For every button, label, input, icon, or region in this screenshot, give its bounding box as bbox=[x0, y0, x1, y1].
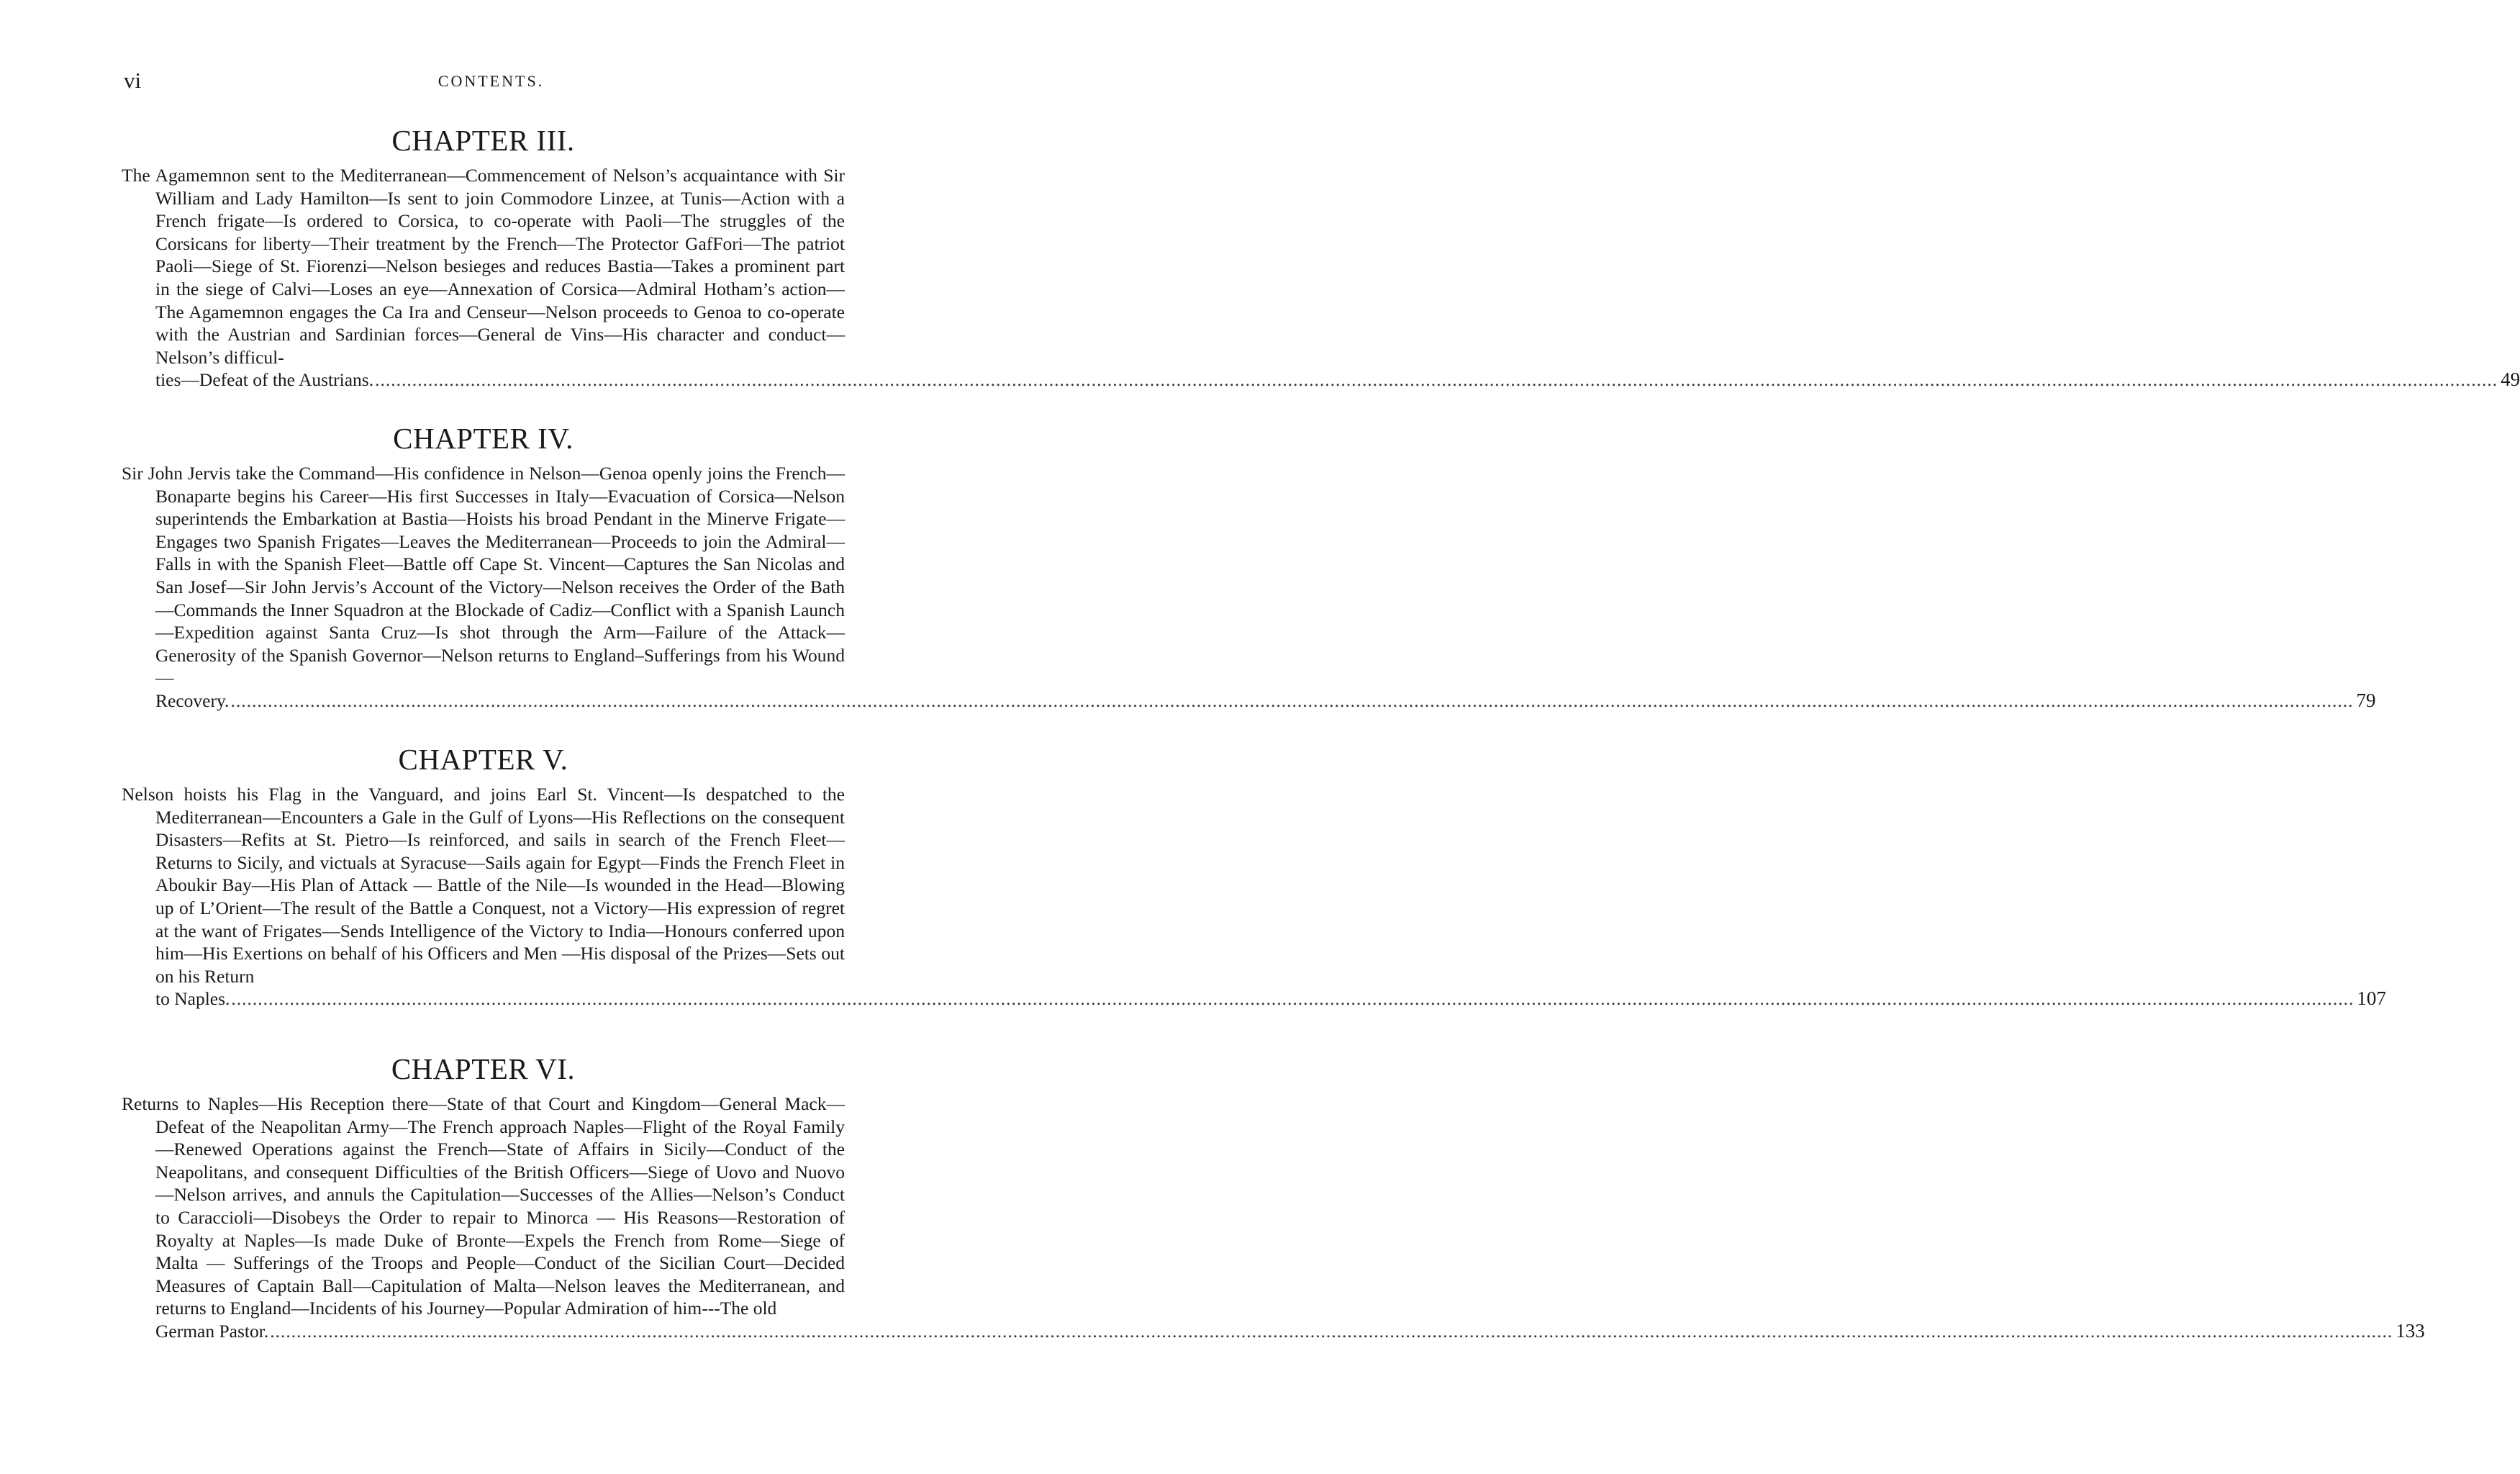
chapter-page-number[interactable]: 49 bbox=[2501, 368, 2520, 391]
dot-leader: ................................................................................................................................................................................................................................................................................................................................................................................................................ bbox=[231, 988, 2354, 1010]
dot-leader: ................................................................................................................................................................................................................................................................................................................................................................................................................ bbox=[230, 689, 2354, 711]
summary-last-line: Recovery. bbox=[155, 689, 230, 711]
summary-last-line: ties—Defeat of the Austrians. bbox=[155, 369, 374, 391]
folio-page-number: vi bbox=[124, 68, 142, 93]
chapter-title: CHAPTER IV. bbox=[393, 422, 574, 455]
chapter-entry bbox=[122, 1052, 2425, 1343]
chapter-page-number[interactable]: 133 bbox=[2396, 1319, 2425, 1342]
toc-leader-line[interactable] bbox=[122, 368, 2520, 392]
chapter-summary: Returns to Naples—His Reception there—State of that Court and Kingdom—General Mack—Defeat of the Neapolitan Army—The French approach Naples—Flight of the Royal Family—Renewed Operations against the French—State of Affairs in Sicily—Conduct of the Neapolitans, and consequent Difficulties of the British Officers—Siege of Uovo and Nuovo—Nelson arrives, and annuls the Capitulation—Successes of the Allies—Nelson’s Conduct to Caraccioli—Disobeys the Order to repair to Minorca — His Reasons—Restoration of Royalty at Naples—Is made Duke of Bronte—Expels the French from Rome—Siege of Malta — Sufferings of the Troops and People—Conduct of the Sicilian Court—Decided Measures of Captain Ball—Capitulation of Malta—Nelson leaves the Mediterranean, and returns to England—Incidents of his Journey—Popular Admiration of him---The old bbox=[122, 1093, 845, 1319]
toc-leader-line[interactable] bbox=[122, 1319, 2425, 1343]
dot-leader: ................................................................................................................................................................................................................................................................................................................................................................................................................ bbox=[375, 369, 2498, 391]
chapter-summary: Nelson hoists his Flag in the Vanguard, and joins Earl St. Vincent—Is despatched to the Mediterranean—Encounters a Gale in the Gulf of Lyons—His Reflections on the consequent Disasters—Refits at St. Pietro—Is reinforced, and sails in search of the French Fleet—Returns to Sicily, and victuals at Syracuse—Sails again for Egypt—Finds the French Fleet in Aboukir Bay—His Plan of Attack — Battle of the Nile—Is wounded in the Head—Blowing up of L’Orient—The result of the Battle a Conquest, not a Victory—His expression of regret at the want of Frigates—Sends Intelligence of the Victory to India—Honours conferred upon him—His Exertions on behalf of his Officers and Men —His disposal of the Prizes—Sets out on his Return bbox=[122, 784, 845, 987]
toc-leader-line[interactable] bbox=[122, 689, 2376, 713]
summary-last-line: German Pastor. bbox=[155, 1320, 269, 1342]
chapter-page-number[interactable]: 107 bbox=[2357, 987, 2386, 1010]
chapter-title: CHAPTER III. bbox=[391, 124, 575, 157]
chapter-title: CHAPTER V. bbox=[398, 743, 568, 776]
chapter-title: CHAPTER VI. bbox=[391, 1052, 576, 1085]
chapter-summary: Sir John Jervis take the Command—His confidence in Nelson—Genoa openly joins the French—Bonaparte begins his Career—His first Successes in Italy—Evacuation of Corsica—Nelson superintends the Embarkation at Bastia—Hoists his broad Pendant in the Minerve Frigate—Engages two Spanish Frigates—Leaves the Mediterranean—Proceeds to join the Admiral—Falls in with the Spanish Fleet—Battle off Cape St. Vincent—Captures the San Nicolas and San Josef—Sir John Jervis’s Account of the Victory—Nelson receives the Order of the Bath—Commands the Inner Squadron at the Blockade of Cadiz—Conflict with a Spanish Launch—Expedition against Santa Cruz—Is shot through the Arm—Failure of the Attack—Generosity of the Spanish Governor—Nelson returns to England–Sufferings from his Wound— bbox=[122, 463, 845, 689]
dot-leader: ................................................................................................................................................................................................................................................................................................................................................................................................................ bbox=[270, 1320, 2393, 1342]
toc-leader-line[interactable] bbox=[122, 987, 2386, 1010]
summary-last-line: to Naples. bbox=[155, 988, 230, 1010]
chapter-page-number[interactable]: 79 bbox=[2356, 689, 2376, 711]
running-head: CONTENTS. bbox=[438, 72, 545, 90]
chapter-entry bbox=[122, 422, 2376, 713]
chapter-summary: The Agamemnon sent to the Mediterranean—Commencement of Nelson’s acquaintance with Sir William and Lady Hamilton—Is sent to join Commodore Linzee, at Tunis—Action with a French frigate—Is ordered to Corsica, to co-operate with Paoli—The struggles of the Corsicans for liberty—Their treatment by the French—The Protector GafFori—The patriot Paoli—Siege of St. Fiorenzi—Nelson besieges and reduces Bastia—Takes a prominent part in the siege of Calvi—Loses an eye—Annexation of Corsica—Admiral Hotham’s action—The Agamemnon engages the Ca Ira and Censeur—Nelson proceeds to Genoa to co-operate with the Austrian and Sardinian forces—General de Vins—His character and conduct—Nelson’s difficul- bbox=[122, 165, 845, 368]
chapter-entry bbox=[122, 743, 2386, 1010]
chapter-entry bbox=[122, 124, 2520, 392]
